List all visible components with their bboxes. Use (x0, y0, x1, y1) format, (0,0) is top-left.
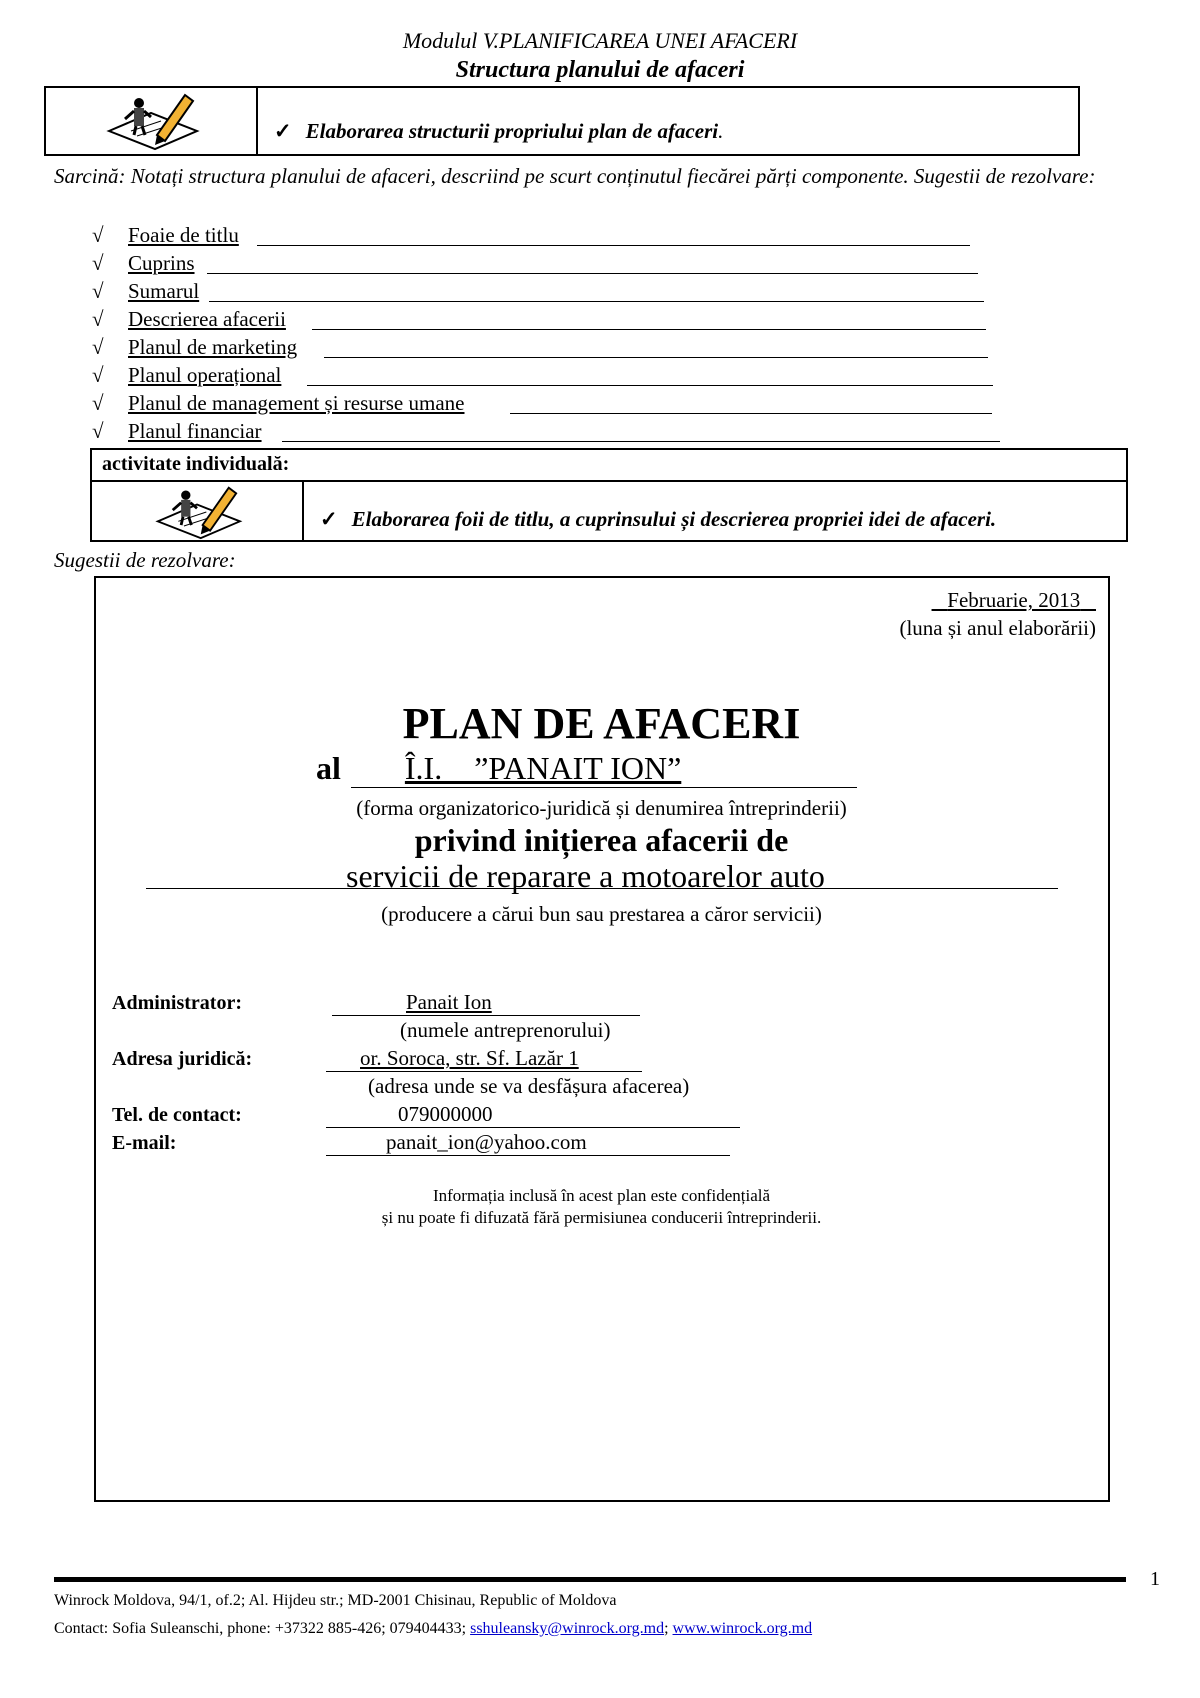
administrator-field: Panait Ion (332, 990, 640, 1016)
company-line: al Î.I. ”PANAIT ION” (316, 750, 857, 788)
answer-line (209, 301, 984, 302)
checkmark-icon: √ (92, 363, 104, 387)
company-caption: (forma organizatorico-juridică și denumirea întreprinderii) (356, 796, 847, 820)
phone-label: Tel. de contact: (112, 1104, 242, 1126)
checkmark-icon: √ (92, 307, 104, 331)
check-icon: ✓ (274, 118, 292, 143)
answer-line (257, 245, 970, 246)
confidential-note-1: Informația inclusă în acest plan este confidențială (432, 1186, 771, 1205)
answer-line (324, 357, 988, 358)
page-number: 1 (1150, 1568, 1160, 1590)
title-page-frame (94, 576, 1110, 1502)
suggestions-label: Sugestii de rezolvare: (54, 548, 236, 572)
date-caption: (luna și anul elaborării) (899, 616, 1096, 640)
address-caption: (adresa unde se va desfășura afacerea) (368, 1074, 690, 1098)
checkmark-icon: √ (92, 279, 104, 303)
checkmark-icon: √ (92, 335, 104, 359)
company-name: Î.I. ”PANAIT ION” (404, 750, 682, 786)
footer-website-link[interactable]: www.winrock.org.md (672, 1620, 813, 1637)
footer-email-link[interactable]: sshuleansky@winrock.org.md (470, 1620, 665, 1637)
check-icon: ✓ (320, 506, 338, 531)
task-instructions: Sarcină: Notați structura planului de afaceri, descriind pe scurt conținutul fiecărei părți componente. Sugestii de rezolvare: (54, 164, 1096, 188)
checkmark-icon: √ (92, 419, 104, 443)
answer-line (207, 273, 978, 274)
list-item: √ Planul operațional (92, 363, 281, 389)
list-item: √ Cuprins (92, 251, 195, 277)
email-label: E-mail: (112, 1132, 177, 1154)
date-line: Februarie, 2013 (947, 588, 1081, 612)
list-item: √ Planul financiar (92, 419, 262, 445)
address-field: or. Soroca, str. Sf. Lazăr 1 (326, 1046, 642, 1072)
administrator-label: Administrator: (112, 992, 242, 1014)
list-item: √ Planul de marketing (92, 335, 297, 361)
list-item: √ Foaie de titlu (92, 223, 239, 249)
confidential-note-2: și nu poate fi difuzată fără permisiunea conducerii întreprinderii. (381, 1208, 822, 1227)
checkmark-icon: √ (92, 251, 104, 275)
activity-icon-cell (92, 482, 304, 542)
footer-divider (54, 1577, 1126, 1582)
main-title: PLAN DE AFACERI (402, 699, 801, 748)
page-subtitle: Structura planului de afaceri (455, 57, 745, 83)
checkmark-icon: √ (92, 223, 104, 247)
writing-plan-icon (101, 91, 201, 151)
list-item: √ Descrierea afacerii (92, 307, 286, 333)
footer-contact: Contact: Sofia Suleanschi, phone: +37322 885-426; 079404433; sshuleansky@winrock.org.md; www.winrock.org.md (54, 1620, 813, 1637)
checkmark-icon: √ (92, 391, 104, 415)
writing-plan-icon (147, 484, 247, 540)
activity-text: ✓ Elaborarea foii de titlu, a cuprinsului și descrierea propriei idei de afaceri. (320, 506, 997, 531)
activity-title: activitate individuală: (92, 450, 1126, 482)
list-item: √ Sumarul (92, 279, 199, 305)
privind-line: privind inițierea afacerii de (414, 822, 789, 858)
answer-line (307, 385, 993, 386)
administrator-caption: (numele antreprenorului) (400, 1018, 611, 1042)
answer-line (282, 441, 1000, 442)
objective-text: ✓ Elaborarea structurii propriului plan de afaceri . (274, 118, 724, 143)
phone-field: 079000000 (326, 1102, 740, 1128)
objective-icon-cell (46, 88, 258, 154)
module-title: Modulul V.PLANIFICAREA UNEI AFACERI (402, 28, 798, 53)
address-label: Adresa juridică: (112, 1048, 253, 1070)
footer-address: Winrock Moldova, 94/1, of.2; Al. Hijdeu str.; MD-2001 Chisinau, Republic of Moldova (54, 1592, 617, 1609)
answer-line (312, 329, 986, 330)
business-caption: (producere a cărui bun sau prestarea a căror servicii) (381, 902, 822, 926)
email-field: panait_ion@yahoo.com (326, 1130, 730, 1156)
objective-box (44, 86, 1080, 156)
list-item: √ Planul de management și resurse umane (92, 391, 464, 417)
business-type: servicii de reparare a motoarelor auto (346, 858, 825, 894)
activity-box (90, 448, 1128, 542)
answer-line (510, 413, 992, 414)
